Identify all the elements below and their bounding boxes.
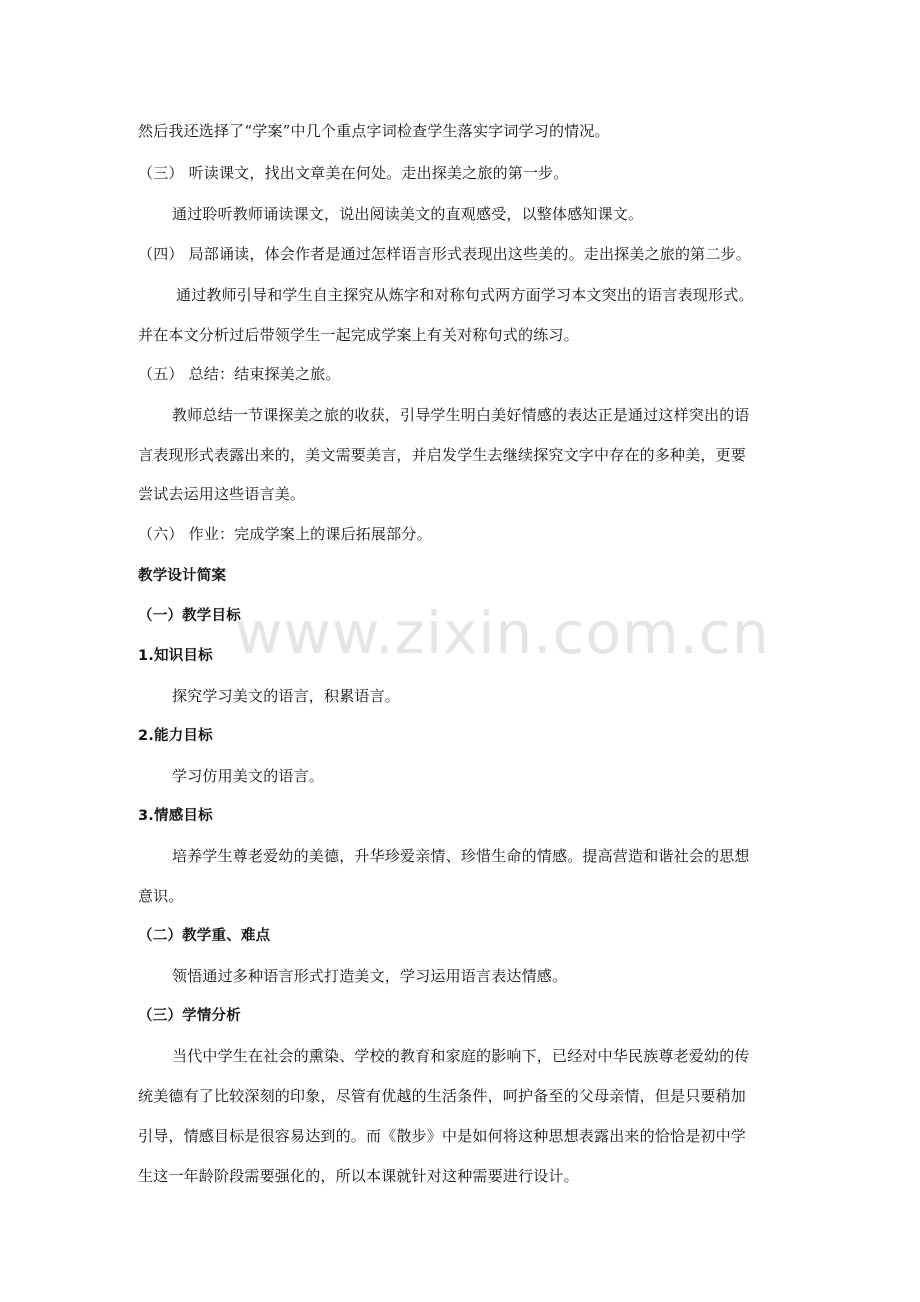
paragraph-text: 并在本文分析过后带领学生一起完成学案上有关对称句式的练习。 — [138, 326, 579, 344]
goal-text: 培养学生尊老爱幼的美德，升华珍爱亲情、珍惜生命的情感。提高营造和谐社会的思想 — [172, 847, 750, 865]
paragraph-text: 然后我还选择了“学案”中几个重点字词检查学生落实字词学习的情况。 — [138, 122, 610, 140]
step-six-line: （六） 作业：完成学案上的课后拓展部分。 — [138, 525, 432, 543]
goal-title: 2.能力目标 — [138, 728, 213, 744]
step-four-line: （四） 局部诵读，体会作者是通过怎样语言形式表现出这些美的。走出探美之旅的第二步。 — [138, 245, 751, 263]
subsection-title: （二）教学重、难点 — [138, 928, 271, 944]
subsection-title: （三）学情分析 — [138, 1008, 241, 1024]
paragraph-text: 生这一年龄阶段需要强化的，所以本课就针对这种需要进行设计。 — [138, 1167, 579, 1185]
goal-title: 3.情感目标 — [138, 808, 213, 824]
paragraph-text: 通过聆听教师诵读课文，说出阅读美文的直观感受，以整体感知课文。 — [172, 205, 644, 223]
section-heading: 教学设计简案 — [138, 568, 227, 584]
paragraph-text: 教师总结一节课探美之旅的收获，引导学生明白美好情感的表达正是通过这样突出的语 — [172, 406, 750, 424]
step-five-line: （五） 总结：结束探美之旅。 — [138, 365, 341, 383]
paragraph-text: 统美德有了比较深刻的印象，尽管有优越的生活条件，呵护备至的父母亲情，但是只要稍加 — [138, 1087, 747, 1105]
watermark: www.zixin.com.cn — [235, 599, 770, 667]
paragraph-text: 引导，情感目标是很容易达到的。而《散步》中是如何将这种思想表露出来的恰恰是初中学 — [138, 1127, 747, 1145]
goal-text: 探究学习美文的语言，积累语言。 — [172, 687, 401, 705]
paragraph-text: 通过教师引导和学生自主探究从炼字和对称句式两方面学习本文突出的语言表现形式。 — [176, 286, 754, 304]
goal-title: 1.知识目标 — [138, 648, 213, 664]
paragraph-text: 言表现形式表露出来的，美文需要美言，并启发学生去继续探究文字中存在的多种美，更要 — [138, 446, 747, 464]
step-three-line: （三） 听读课文，找出文章美在何处。走出探美之旅的第一步。 — [138, 164, 569, 182]
goal-text: 意识。 — [138, 887, 184, 905]
goal-text: 学习仿用美文的语言。 — [172, 767, 325, 785]
paragraph-text: 当代中学生在社会的熏染、学校的教育和家庭的影响下，已经对中华民族尊老爱幼的传 — [172, 1047, 750, 1065]
paragraph-text: 尝试去运用这些语言美。 — [138, 485, 306, 503]
paragraph-text: 领悟通过多种语言形式打造美文，学习运用语言表达情感。 — [172, 967, 568, 985]
subsection-title: （一）教学目标 — [138, 608, 241, 624]
